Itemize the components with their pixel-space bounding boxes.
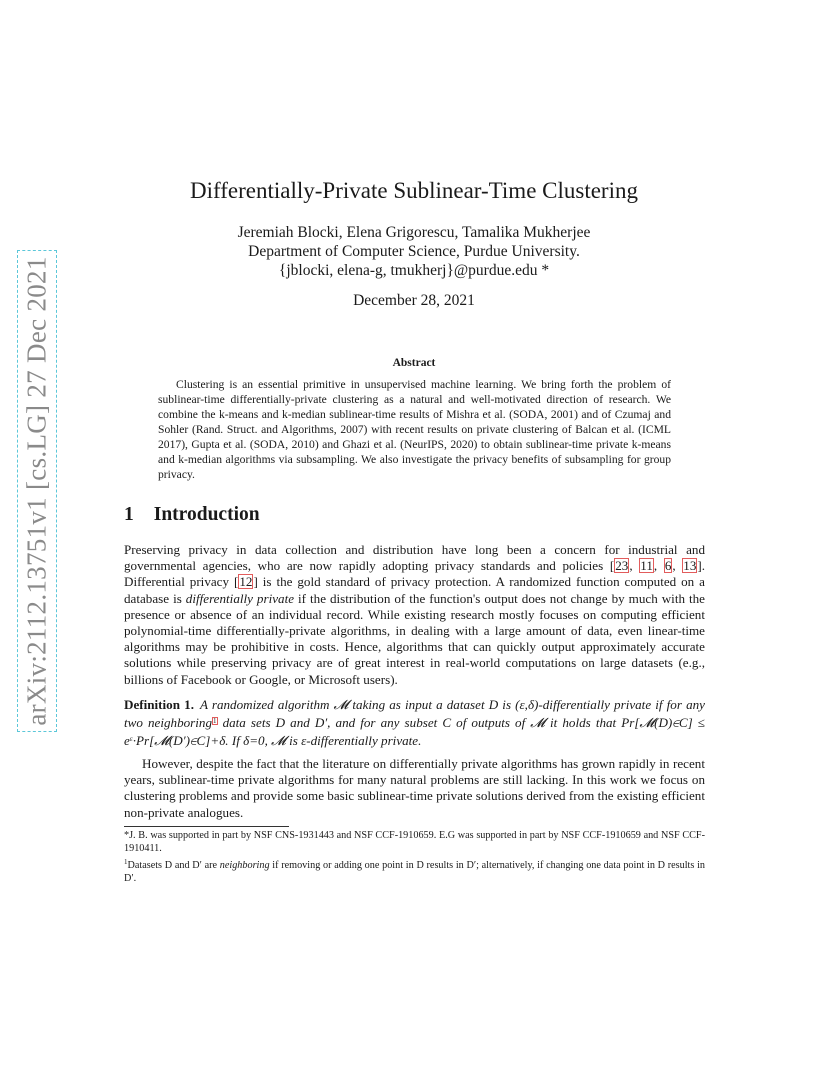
footnote-text: Datasets D and D′ are	[127, 860, 220, 871]
emphasis-text: neighboring	[219, 860, 270, 871]
citation-link[interactable]: 13	[683, 558, 697, 574]
paper-title: Differentially-Private Sublinear-Time Clustering	[190, 178, 638, 203]
funding-footnote: *J. B. was supported in part by NSF CNS-1931443 and NSF CCF-1910659. E.G was supported in part by NSF CCF-1910659 and NSF CCF-1910411.	[124, 830, 705, 854]
affiliation: Department of Computer Science, Purdue University.	[248, 243, 580, 260]
emphasis-text: differentially private	[185, 590, 295, 606]
abstract-heading: Abstract	[392, 357, 436, 369]
citation-link[interactable]: 23	[615, 558, 629, 574]
definition-label: Definition 1.	[124, 697, 194, 712]
section-title: Introduction	[153, 504, 260, 525]
footnote-divider	[124, 826, 289, 827]
citation-link[interactable]: 12	[239, 574, 253, 590]
definition-text: data sets D and D′, and for any subset C of outputs of 𝓜 it holds that Pr[𝓜(D)∈C] ≤ e	[124, 715, 705, 749]
author-list: Jeremiah Blocki, Elena Grigorescu, Tamalika Mukherjee	[237, 224, 591, 241]
definition-block	[124, 697, 705, 750]
para-text: Preserving privacy in data collection and distribution have long been a concern for industrial and governmental agencies, who are now rapidly adopting privacy standards and policies [	[124, 542, 705, 574]
author-emails: {jblocki, elena-g, tmukherj}@purdue.edu *	[278, 262, 550, 279]
abstract-text: Clustering is an essential primitive in unsupervised machine learning. We bring forth the problem of sublinear-time differentially-private clustering as a natural and well-motivated direction of research. We combine the k-means and k-median sublinear-time results of Mishra et al. (SODA, 2001) and of Czumaj and Sohler (Rand. Struct. and Algorithms, 2007) with recent results on private clustering of Balcan et al. (ICML 2017), Gupta et al. (SODA, 2010) and Ghazi et al. (NeurIPS, 2020) to obtain sublinear-time private k-means and k-median algorithms via subsampling. We also investigate the privacy benefits of subsampling for group privacy.	[158, 378, 671, 481]
para-text: if the distribution of the function's output does not change by much with the presence or absence of an individual record. While existing research mostly focuses on computing efficient polynomial-time differentially-private algorithms, in dealing with a large amount of data, even linear-time algorithms may be prohibitive in costs. Hence, algorithms that can quickly output approximately accurate solutions while preserving privacy are of great interest in real-world computations on large datasets (e.g., billions of Facebook or Google, or Microsoft users).	[124, 590, 705, 687]
section-heading	[124, 504, 260, 526]
exponent: ε	[129, 735, 133, 744]
arxiv-identifier[interactable]: arXiv:2112.13751v1 [cs.LG] 27 Dec 2021	[21, 256, 52, 726]
footnote-text: if removing or adding one point in D results in D′; alternatively, if changing one data point in D results in D′.	[124, 860, 705, 884]
intro-paragraph: Preserving privacy in data collection and distribution have long been a concern for industrial and governmental agencies, who are now rapidly adopting privacy standards and policies [23, 11, 6, 13]. Differential privacy [12] is the gold standard of privacy protection. A randomized function computed on a database is differentially private if the distribution of the function's output does not change by much with the presence or absence of an individual record. While existing research mostly focuses on computing efficient polynomial-time differentially-private algorithms, in dealing with a large amount of data, even linear-time algorithms may be prohibitive in costs. Hence, algorithms that can quickly output approximately accurate solutions while preserving privacy are of great interest in real-world computations on large datasets (e.g., billions of Facebook or Google, or Microsoft users).	[124, 542, 706, 687]
section-number: 1	[124, 504, 134, 525]
footnote-link[interactable]: 1	[213, 717, 217, 726]
footnote-1	[124, 856, 705, 886]
para-text: ] is the gold standard of privacy protection. A randomized function computed on a database is	[124, 574, 705, 606]
definition-text: ·Pr[𝓜(D′)∈C]+δ. If δ=0, 𝓜 is ε-differentially private.	[132, 733, 422, 749]
definition-text: A randomized algorithm 𝓜 taking as input a dataset D is (ε,δ)-differentially private if for any two neighboring	[124, 697, 705, 731]
para-text: ]. Differential privacy [	[124, 558, 706, 590]
publication-date: December 28, 2021	[353, 292, 475, 309]
citation-link[interactable]: 6	[664, 558, 672, 574]
citation-link[interactable]: 11	[640, 558, 653, 574]
body-paragraph: However, despite the fact that the literature on differentially private algorithms has grown rapidly in recent years, sublinear-time private algorithms for many natural problems are still lacking. In this work we focus on clustering problems and provide some basic sublinear-time private solutions derived from the existing efficient non-private analogues.	[124, 756, 705, 820]
footnote-mark: 1	[124, 858, 128, 866]
